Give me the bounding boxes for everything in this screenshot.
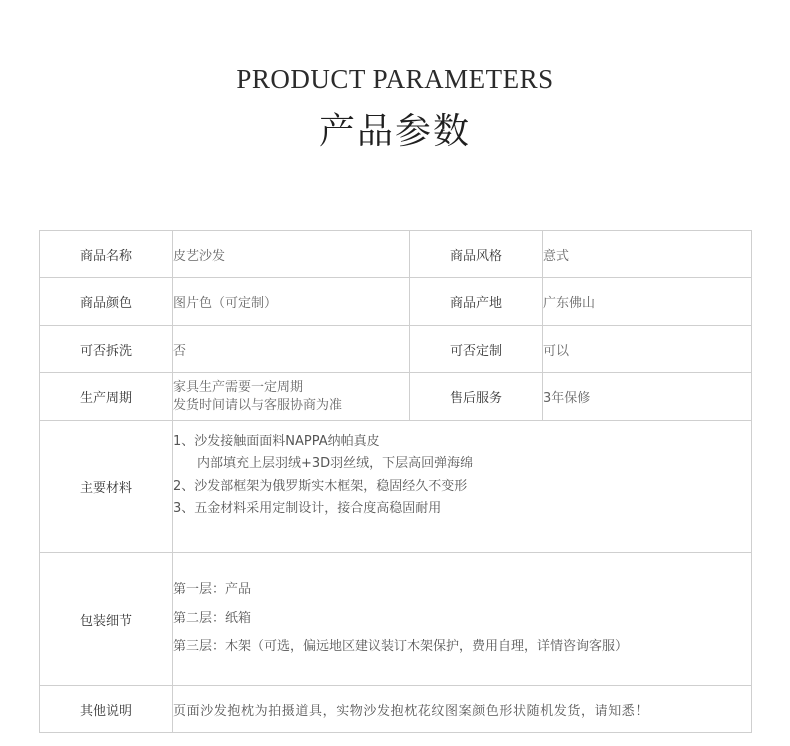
packing-line-2: 第二层：纸箱 bbox=[173, 610, 252, 626]
label-washable: 可否拆洗 bbox=[40, 326, 173, 373]
value-after-sales: 3年保修 bbox=[543, 373, 752, 421]
label-materials: 主要材料 bbox=[40, 421, 173, 553]
value-washable: 否 bbox=[173, 326, 410, 373]
table-row bbox=[40, 278, 752, 326]
table-row bbox=[40, 373, 752, 421]
value-product-origin: 广东佛山 bbox=[543, 278, 752, 326]
packing-line-1: 第一层：产品 bbox=[173, 582, 252, 598]
label-product-color: 商品颜色 bbox=[40, 278, 173, 326]
table-row bbox=[40, 421, 752, 553]
materials-line-3: 2、沙发部框架为俄罗斯实木框架，稳固经久不变形 bbox=[173, 478, 468, 494]
label-customizable: 可否定制 bbox=[410, 326, 543, 373]
value-production-cycle bbox=[173, 373, 410, 421]
value-materials bbox=[173, 421, 752, 553]
table-row bbox=[40, 326, 752, 373]
materials-line-1: 1、沙发接触面面料NAPPA纳帕真皮 bbox=[173, 433, 380, 449]
parameters-table bbox=[39, 230, 752, 733]
value-product-style: 意式 bbox=[543, 231, 752, 278]
value-product-name: 皮艺沙发 bbox=[173, 231, 410, 278]
packing-line-3: 第三层：木架（可选，偏远地区建议装订木架保护，费用自理，详情咨询客服） bbox=[173, 639, 629, 655]
label-after-sales: 售后服务 bbox=[410, 373, 543, 421]
value-other-notes: 页面沙发抱枕为拍摄道具，实物沙发抱枕花纹图案颜色形状随机发货，请知悉！ bbox=[173, 686, 752, 733]
label-product-name: 商品名称 bbox=[40, 231, 173, 278]
materials-spacer bbox=[173, 521, 751, 543]
title-english: PRODUCT PARAMETERS bbox=[236, 64, 554, 94]
materials-line-2: 内部填充上层羽绒+3D羽丝绒，下层高回弹海绵 bbox=[197, 456, 474, 471]
label-packing: 包装细节 bbox=[40, 553, 173, 686]
value-product-color: 图片色（可定制） bbox=[173, 278, 410, 326]
production-cycle-line-1: 家具生产需要一定周期 bbox=[173, 379, 304, 395]
value-packing bbox=[173, 553, 752, 686]
title-chinese: 产品参数 bbox=[318, 111, 471, 152]
materials-line-4: 3、五金材料采用定制设计，接合度高稳固耐用 bbox=[173, 501, 442, 516]
table-row bbox=[40, 231, 752, 278]
label-production-cycle: 生产周期 bbox=[40, 373, 173, 421]
table-row bbox=[40, 686, 752, 733]
label-product-origin: 商品产地 bbox=[410, 278, 543, 326]
label-other-notes: 其他说明 bbox=[40, 686, 173, 733]
value-customizable: 可以 bbox=[543, 326, 752, 373]
production-cycle-line-2: 发货时间请以与客服协商为准 bbox=[173, 397, 343, 413]
table-row bbox=[40, 553, 752, 686]
label-product-style: 商品风格 bbox=[410, 231, 543, 278]
